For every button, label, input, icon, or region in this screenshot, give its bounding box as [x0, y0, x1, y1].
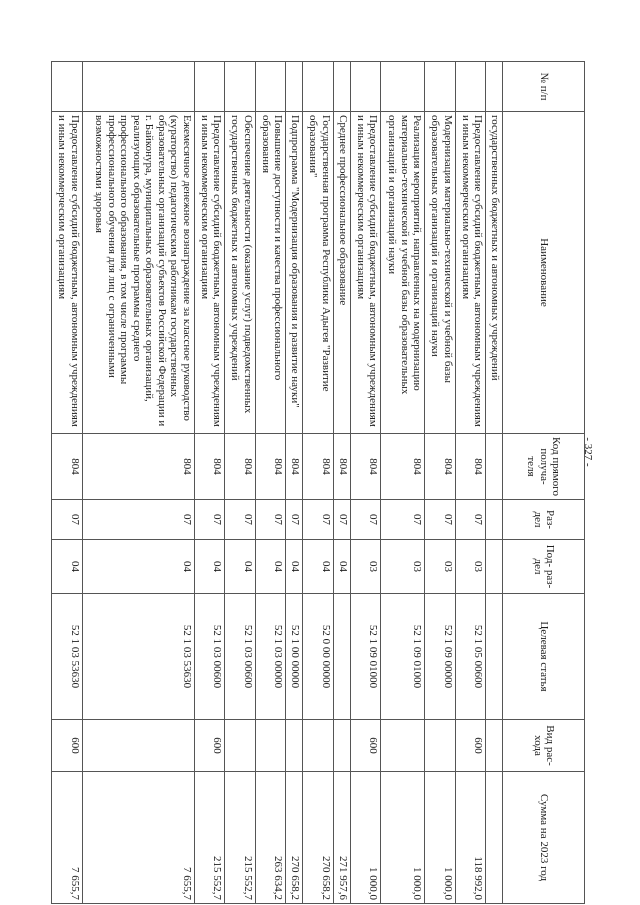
table-row: [225, 62, 256, 904]
cell-target: 52 1 03 53630: [52, 594, 83, 720]
header-sum: Сумма на 2023 год: [503, 772, 585, 904]
table-row: [333, 62, 350, 904]
cell-num: [350, 62, 381, 112]
cell-razdel: 07: [381, 500, 425, 540]
table-row: [425, 62, 456, 904]
cell-num: [286, 62, 303, 112]
cell-num: [381, 62, 425, 112]
cell-code: 804: [225, 434, 256, 500]
cell-sum: 118 992,0: [455, 772, 486, 904]
cell-podrazdel: 03: [455, 540, 486, 594]
cell-name: Подпрограмма "Модернизация образования и развитие науки": [286, 112, 303, 434]
cell-vid: [486, 720, 503, 772]
cell-name: Предоставление субсидий бюджетным, автономным учреждениям и иным некоммерческим организациям: [350, 112, 381, 434]
cell-sum: 7 655,7: [52, 772, 83, 904]
cell-podrazdel: 03: [381, 540, 425, 594]
cell-sum: 270 658,2: [286, 772, 303, 904]
cell-code: 804: [255, 434, 286, 500]
cell-razdel: 07: [82, 500, 194, 540]
cell-podrazdel: 04: [255, 540, 286, 594]
cell-podrazdel: 04: [52, 540, 83, 594]
cell-code: 804: [82, 434, 194, 500]
table-header-row: [503, 62, 585, 904]
cell-code: [486, 434, 503, 500]
cell-razdel: 07: [255, 500, 286, 540]
table-row: [303, 62, 334, 904]
cell-razdel: 07: [225, 500, 256, 540]
cell-razdel: 07: [455, 500, 486, 540]
cell-name: Модернизация материально-технической и учебной базы образовательных организаций и организаций науки: [425, 112, 456, 434]
cell-name: Среднее профессиональное образование: [333, 112, 350, 434]
header-vid: Вид рас- хода: [503, 720, 585, 772]
cell-num: [52, 62, 83, 112]
cell-vid: [225, 720, 256, 772]
table-row: [486, 62, 503, 904]
cell-podrazdel: 04: [303, 540, 334, 594]
cell-target: 52 1 00 00000: [286, 594, 303, 720]
cell-name: Реализация мероприятий, направленных на модернизацию материально-технической и учебной базы образовательных организаций и организаций науки: [381, 112, 425, 434]
cell-code: 804: [303, 434, 334, 500]
header-code: Код прямого получа- теля: [503, 434, 585, 500]
cell-target: 52 1 03 00000: [255, 594, 286, 720]
cell-podrazdel: 03: [350, 540, 381, 594]
cell-sum: 7 655,7: [82, 772, 194, 904]
cell-num: [255, 62, 286, 112]
cell-vid: [381, 720, 425, 772]
cell-razdel: [486, 500, 503, 540]
cell-name: Предоставление субсидий бюджетным, автономным учреждениям и иным некоммерческим организациям: [52, 112, 83, 434]
cell-num: [194, 62, 225, 112]
cell-num: [486, 62, 503, 112]
cell-target: 52 0 00 00000: [303, 594, 334, 720]
cell-podrazdel: 03: [425, 540, 456, 594]
cell-razdel: 07: [194, 500, 225, 540]
cell-sum: 270 658,2: [303, 772, 334, 904]
cell-num: [225, 62, 256, 112]
cell-name: Повышение доступности и качества профессионального образования: [255, 112, 286, 434]
cell-podrazdel: 04: [225, 540, 256, 594]
cell-target: [333, 594, 350, 720]
cell-razdel: 07: [286, 500, 303, 540]
cell-code: 804: [455, 434, 486, 500]
cell-razdel: 07: [350, 500, 381, 540]
cell-podrazdel: 04: [333, 540, 350, 594]
cell-sum: 1 000,0: [350, 772, 381, 904]
header-name: Наименование: [503, 112, 585, 434]
cell-podrazdel: [486, 540, 503, 594]
table-row: [381, 62, 425, 904]
table-row: [194, 62, 225, 904]
cell-vid: [286, 720, 303, 772]
cell-num: [425, 62, 456, 112]
cell-name: Предоставление субсидий бюджетным, автономным учреждениям и иным некоммерческим организациям: [455, 112, 486, 434]
cell-target: 52 1 09 00000: [425, 594, 456, 720]
cell-vid: [82, 720, 194, 772]
cell-num: [303, 62, 334, 112]
cell-name: государственных бюджетных и автономных учреждений: [486, 112, 503, 434]
cell-sum: 215 552,7: [194, 772, 225, 904]
cell-vid: 600: [52, 720, 83, 772]
cell-sum: 215 552,7: [225, 772, 256, 904]
table-row: [286, 62, 303, 904]
cell-razdel: 07: [303, 500, 334, 540]
cell-vid: 600: [350, 720, 381, 772]
cell-sum: 1 000,0: [381, 772, 425, 904]
cell-name: Обеспечение деятельности (оказание услуг) подведомственных государственных бюджетных и автономных учреждений: [225, 112, 256, 434]
cell-code: 804: [333, 434, 350, 500]
table-row: [255, 62, 286, 904]
cell-code: 804: [350, 434, 381, 500]
cell-code: 804: [286, 434, 303, 500]
cell-target: 52 1 03 53630: [82, 594, 194, 720]
cell-code: 804: [194, 434, 225, 500]
cell-sum: 271 957,6: [333, 772, 350, 904]
budget-table: [51, 61, 585, 904]
table-row: [52, 62, 83, 904]
cell-code: 804: [52, 434, 83, 500]
cell-vid: 600: [455, 720, 486, 772]
cell-num: [82, 62, 194, 112]
cell-name: Предоставление субсидий бюджетным, автономным учреждениям и иным некоммерческим организациям: [194, 112, 225, 434]
cell-target: 52 1 03 00600: [225, 594, 256, 720]
cell-vid: [255, 720, 286, 772]
cell-target: 52 1 09 01000: [381, 594, 425, 720]
cell-num: [333, 62, 350, 112]
table-row: [82, 62, 194, 904]
cell-target: 52 1 05 00600: [455, 594, 486, 720]
cell-vid: [425, 720, 456, 772]
cell-code: 804: [425, 434, 456, 500]
budget-table-sheet: [51, 61, 585, 903]
cell-target: 52 1 09 01000: [350, 594, 381, 720]
header-podrazdel: Под- раз- дел: [503, 540, 585, 594]
cell-code: 804: [381, 434, 425, 500]
cell-sum: 263 634,2: [255, 772, 286, 904]
header-target: Целевая статья: [503, 594, 585, 720]
table-row: [455, 62, 486, 904]
cell-sum: [486, 772, 503, 904]
cell-target: [486, 594, 503, 720]
cell-target: 52 1 03 00600: [194, 594, 225, 720]
cell-podrazdel: 04: [194, 540, 225, 594]
cell-vid: [303, 720, 334, 772]
table-row: [350, 62, 381, 904]
header-num: № п/п: [503, 62, 585, 112]
cell-podrazdel: 04: [286, 540, 303, 594]
header-razdel: Раз- дел: [503, 500, 585, 540]
cell-razdel: 07: [333, 500, 350, 540]
cell-vid: 600: [194, 720, 225, 772]
cell-num: [455, 62, 486, 112]
cell-vid: [333, 720, 350, 772]
page-number: - 327 -: [582, 437, 594, 467]
cell-sum: 1 000,0: [425, 772, 456, 904]
cell-razdel: 07: [425, 500, 456, 540]
cell-name: Ежемесячное денежное вознаграждение за классное руководство (кураторство) педагогическим работникам государственных образовательных организаций субъектов Российской Федерации и г. Байконура, муниципальных образовательных организаций, реализующих образовательные программы среднего профессионального образования, в том числе программы профессионального обучения для лиц с ограниченными возможностями здоровья: [82, 112, 194, 434]
cell-name: Государственная программа Республики Адыгея "Развитие образования": [303, 112, 334, 434]
cell-podrazdel: 04: [82, 540, 194, 594]
cell-razdel: 07: [52, 500, 83, 540]
